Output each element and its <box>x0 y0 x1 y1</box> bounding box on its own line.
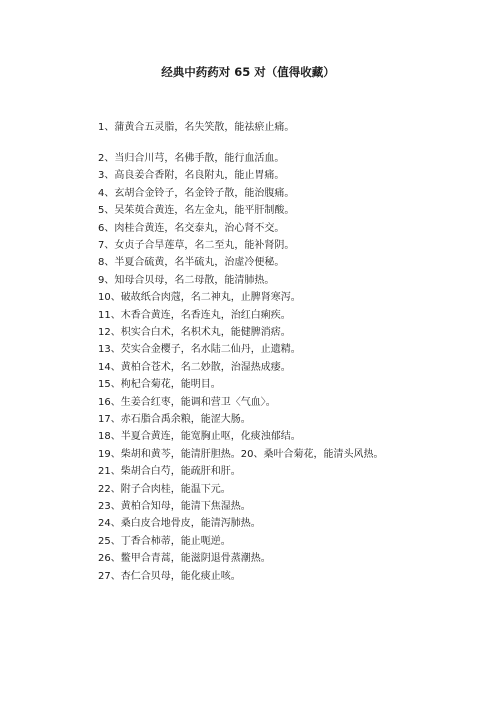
list-item: 9、知母合贝母，名二母散，能清肺热。 <box>98 274 275 286</box>
list-item: 16、生姜合红枣，能调和营卫〈气血〉。 <box>98 396 276 408</box>
list-item: 12、枳实合白术，名枳术丸，能健脾消痞。 <box>98 327 291 338</box>
list-item: 22、附子合肉桂，能温下元。 <box>98 483 231 495</box>
list-item: 18、半夏合黄连，能宽胸止呕，化痰浊郁结。 <box>98 431 301 443</box>
list-item: 24、桑白皮合地骨皮，能清泻肺热。 <box>98 518 261 530</box>
list-item: 1、蒲黄合五灵脂，名失笑散，能祛瘀止痛。 <box>98 122 295 133</box>
list-item: 8、半夏合硫黄，名半硫丸，治虚冷便秘。 <box>98 257 285 269</box>
list-item: 26、鳖甲合青蒿，能滋阴退骨蒸潮热。 <box>98 553 271 565</box>
list-item: 13、芡实合金樱子，名水陆二仙丹，止遗精。 <box>98 344 301 356</box>
list-item: 23、黄柏合知母，能清下焦湿热。 <box>98 501 251 512</box>
list-item: 4、玄胡合金铃子，名金铃子散，能治腹痛。 <box>98 187 295 199</box>
list-item: 21、柴胡合白芍，能疏肝和肝。 <box>98 466 241 478</box>
list-item: 6、肉桂合黄连，名交泰丸，治心肾不交。 <box>98 222 285 234</box>
list-item: 2、当归合川芎，名佛手散，能行血活血。 <box>98 153 285 164</box>
list-item: 3、高良姜合香附，名良附丸，能止胃痛。 <box>98 170 285 182</box>
list-item: 25、丁香合柿蒂，能止呃逆。 <box>98 535 231 547</box>
list-item: 5、吴茱萸合黄连，名左金丸，能平肝制酸。 <box>98 205 295 217</box>
list-item: 11、木香合黄连，名香连丸，治红白痢疾。 <box>98 309 291 321</box>
list-item: 15、枸杞合菊花，能明目。 <box>98 379 221 391</box>
list-item: 27、杏仁合贝母，能化痰止咳。 <box>98 570 241 582</box>
list-item: 17、赤石脂合禹余粮，能涩大肠。 <box>98 414 251 425</box>
list-item: 10、破故纸合肉蔻，名二神丸，止脾肾寒泻。 <box>98 292 301 304</box>
list-item: 7、女贞子合旱莲草，名二至丸，能补肾阴。 <box>98 240 295 251</box>
list-item: 19、柴胡和黄芩，能清肝胆热。20、桑叶合菊花，能清头风热。 <box>98 448 384 460</box>
list-item: 14、黄柏合苍术，名二妙散，治湿热成痿。 <box>98 361 291 373</box>
document-title: 经典中药药对 65 对（值得收藏） <box>161 65 335 79</box>
